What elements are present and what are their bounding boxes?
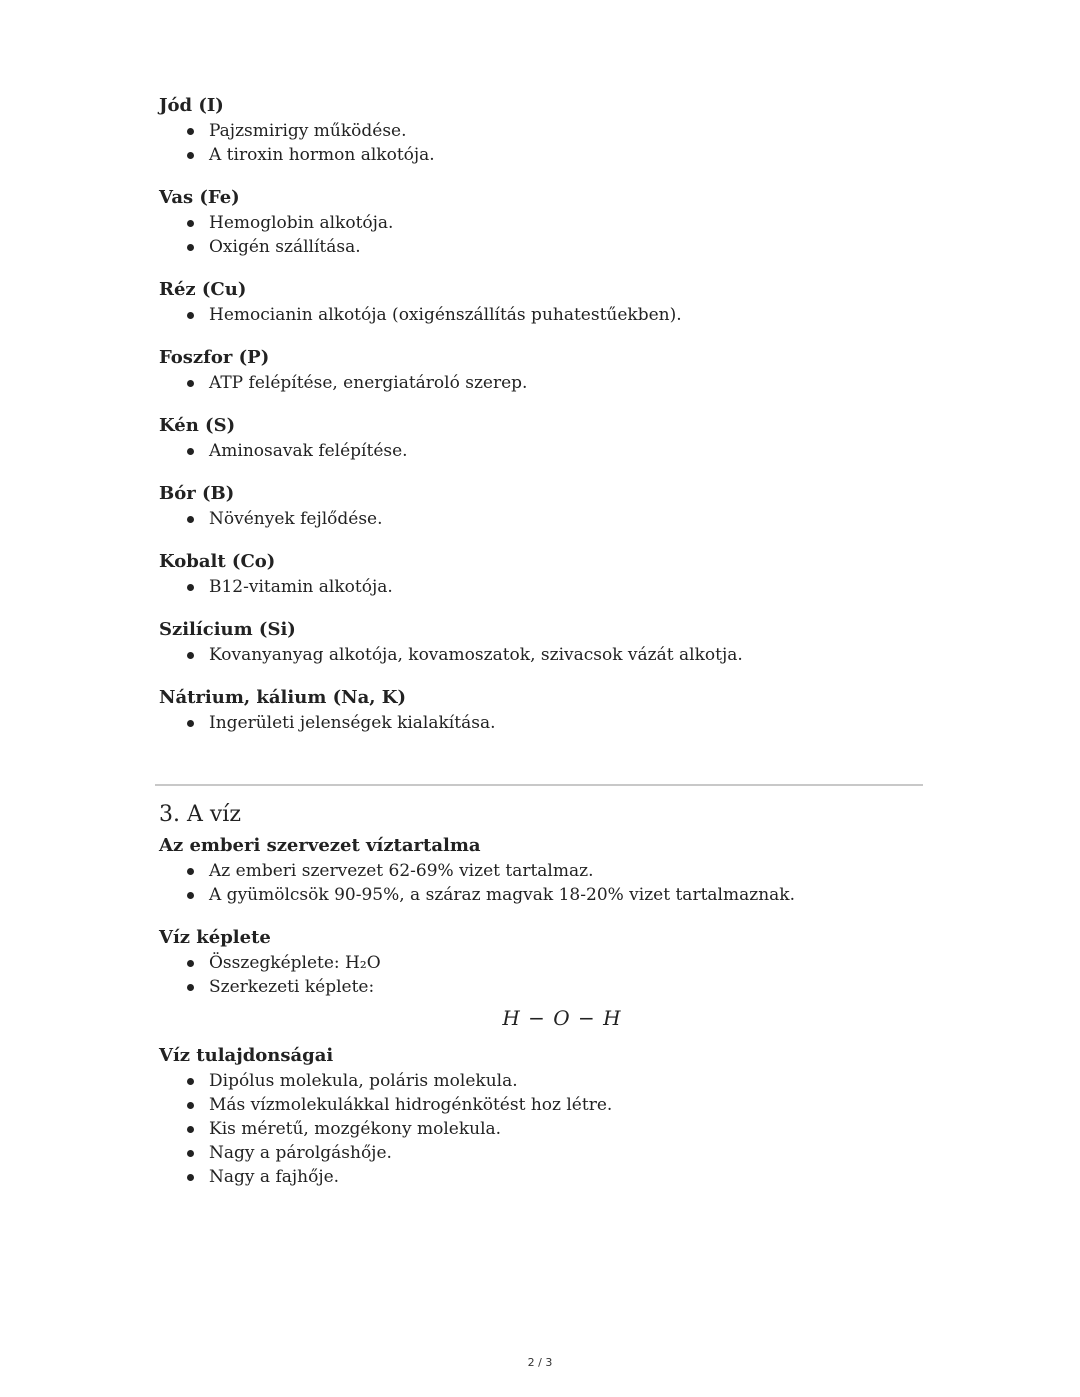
- section-heading: Vas (Fe): [159, 187, 240, 208]
- list-item: B12-vitamin alkotója.: [209, 575, 925, 599]
- bullet-list: [159, 951, 925, 999]
- list-item: Ingerületi jelenségek kialakítása.: [209, 711, 925, 735]
- list-item: Nagy a fajhője.: [209, 1165, 925, 1189]
- section-heading: Víz képlete: [159, 927, 271, 948]
- list-item: Az emberi szervezet 62-69% vizet tartalmaz.: [209, 859, 925, 883]
- chapter-title: 3. A víz: [159, 802, 241, 827]
- water-chapter: [159, 800, 925, 1207]
- list-item: A tiroxin hormon alkotója.: [209, 143, 925, 167]
- list-item: Aminosavak felépítése.: [209, 439, 925, 463]
- list-item: Hemocianin alkotója (oxigénszállítás puhatestűekben).: [209, 303, 925, 327]
- section-szilicium: [159, 617, 925, 667]
- section-ken: [159, 413, 925, 463]
- list-item: Összegképlete: H₂O: [209, 951, 925, 975]
- section-heading: Szilícium (Si): [159, 619, 296, 640]
- bullet-list: [159, 371, 925, 395]
- list-item: Növények fejlődése.: [209, 507, 925, 531]
- section-water-content: [159, 833, 925, 907]
- section-kobalt: [159, 549, 925, 599]
- section-natrium-kalium: [159, 685, 925, 735]
- bullet-list: [159, 859, 925, 907]
- bullet-list: [159, 711, 925, 735]
- section-bor: [159, 481, 925, 531]
- bullet-list: [159, 439, 925, 463]
- section-heading: Bór (B): [159, 483, 235, 504]
- list-item: Hemoglobin alkotója.: [209, 211, 925, 235]
- page-number: 2 / 3: [527, 1356, 553, 1369]
- section-jod: [159, 93, 925, 167]
- bullet-list: [159, 303, 925, 327]
- list-item: Oxigén szállítása.: [209, 235, 925, 259]
- bullet-list: [159, 643, 925, 667]
- section-heading: Víz tulajdonságai: [159, 1045, 334, 1066]
- section-heading: Az emberi szervezet víztartalma: [159, 835, 481, 856]
- list-item: Kis méretű, mozgékony molekula.: [209, 1117, 925, 1141]
- list-item: Más vízmolekulákkal hidrogénkötést hoz létre.: [209, 1093, 925, 1117]
- section-vas: [159, 185, 925, 259]
- section-heading: Réz (Cu): [159, 279, 247, 300]
- horizontal-divider: [155, 784, 923, 786]
- list-item: A gyümölcsök 90-95%, a száraz magvak 18-20% vizet tartalmaznak.: [209, 883, 925, 907]
- section-foszfor: [159, 345, 925, 395]
- structural-formula: H − O − H: [502, 1006, 622, 1030]
- list-item: ATP felépítése, energiatároló szerep.: [209, 371, 925, 395]
- list-item: Kovanyanyag alkotója, kovamoszatok, szivacsok vázát alkotja.: [209, 643, 925, 667]
- elements-list: [159, 93, 925, 753]
- section-rez: [159, 277, 925, 327]
- section-heading: Kén (S): [159, 415, 236, 436]
- bullet-list: [159, 119, 925, 167]
- bullet-list: [159, 1069, 925, 1189]
- bullet-list: [159, 575, 925, 599]
- section-heading: Kobalt (Co): [159, 551, 276, 572]
- section-water-formula: [159, 925, 925, 1031]
- list-item: Szerkezeti képlete:: [209, 975, 925, 999]
- section-water-properties: [159, 1043, 925, 1189]
- list-item: Nagy a párolgáshője.: [209, 1141, 925, 1165]
- section-heading: Nátrium, kálium (Na, K): [159, 687, 406, 708]
- section-heading: Foszfor (P): [159, 347, 270, 368]
- bullet-list: [159, 507, 925, 531]
- section-heading: Jód (I): [159, 95, 224, 116]
- list-item: Dipólus molekula, poláris molekula.: [209, 1069, 925, 1093]
- bullet-list: [159, 211, 925, 259]
- list-item: Pajzsmirigy működése.: [209, 119, 925, 143]
